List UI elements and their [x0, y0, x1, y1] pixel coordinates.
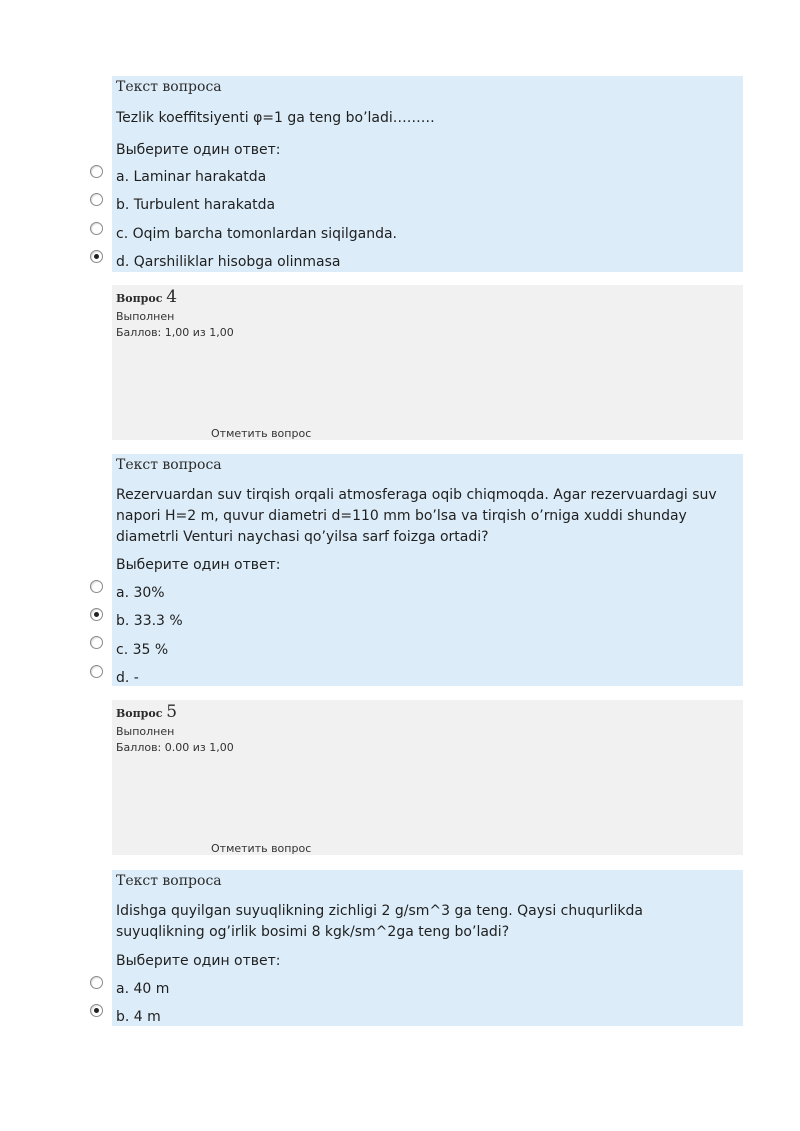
answer-c-radio[interactable] [90, 636, 103, 649]
answer-d-radio[interactable] [90, 250, 103, 263]
question-grade: Баллов: 0.00 из 1,00 [116, 741, 234, 754]
question-text-heading: Текст вопроса [116, 79, 222, 95]
answer-c-label[interactable]: c. 35 % [116, 642, 169, 658]
answer-a-radio[interactable] [90, 165, 103, 178]
flag-question-link[interactable]: Отметить вопрос [211, 842, 312, 855]
question-number: Вопрос 5 [116, 702, 178, 722]
question-5-info [112, 700, 743, 855]
answer-c-radio[interactable] [90, 222, 103, 235]
question-5-content [112, 870, 743, 1026]
answer-prompt: Выберите один ответ: [116, 953, 281, 969]
question-text-heading: Текст вопроса [116, 457, 222, 473]
answer-b-label[interactable]: b. 33.3 % [116, 613, 183, 629]
answer-a-label[interactable]: a. Laminar harakatda [116, 169, 267, 185]
question-text: Idishga quyilgan suyuqlikning zichligi 2 g/sm^3 ga teng. Qaysi chuqurlikda suyuqlikning og’irlik bosimi 8 kgk/sm^2ga teng bo’ladi? [116, 903, 643, 940]
flag-question-link[interactable]: Отметить вопрос [211, 427, 312, 440]
answer-d-label[interactable]: d. Qarshiliklar hisobga olinmasa [116, 254, 341, 270]
answer-a-label[interactable]: a. 30% [116, 585, 165, 601]
answer-b-radio[interactable] [90, 1004, 103, 1017]
question-4-info [112, 285, 743, 440]
answer-a-label[interactable]: a. 40 m [116, 981, 170, 997]
answer-b-radio[interactable] [90, 193, 103, 206]
answer-a-radio[interactable] [90, 976, 103, 989]
question-text: Tezlik koeffitsiyenti φ=1 ga teng bo’ladi……… [116, 110, 435, 126]
question-state: Выполнен [116, 310, 175, 323]
answer-b-radio[interactable] [90, 608, 103, 621]
question-grade: Баллов: 1,00 из 1,00 [116, 326, 234, 339]
question-state: Выполнен [116, 725, 175, 738]
answer-prompt: Выберите один ответ: [116, 142, 281, 158]
answer-c-label[interactable]: c. Oqim barcha tomonlardan siqilganda. [116, 226, 397, 242]
question-text-heading: Текст вопроса [116, 873, 222, 889]
answer-d-radio[interactable] [90, 665, 103, 678]
question-number: Вопрос 4 [116, 287, 178, 307]
question-text: Rezervuardan suv tirqish orqali atmosferaga oqib chiqmoqda. Agar rezervuardagi suv napori H=2 m, quvur diametri d=110 mm bo’lsa va tirqish o’rniga xuddi shunday diametrli Venturi naychasi qo’yilsa sarf foizga ortadi? [116, 487, 717, 545]
answer-prompt: Выберите один ответ: [116, 557, 281, 573]
answer-b-label[interactable]: b. 4 m [116, 1009, 161, 1025]
answer-a-radio[interactable] [90, 580, 103, 593]
answer-d-label[interactable]: d. - [116, 670, 139, 686]
answer-b-label[interactable]: b. Turbulent harakatda [116, 197, 276, 213]
